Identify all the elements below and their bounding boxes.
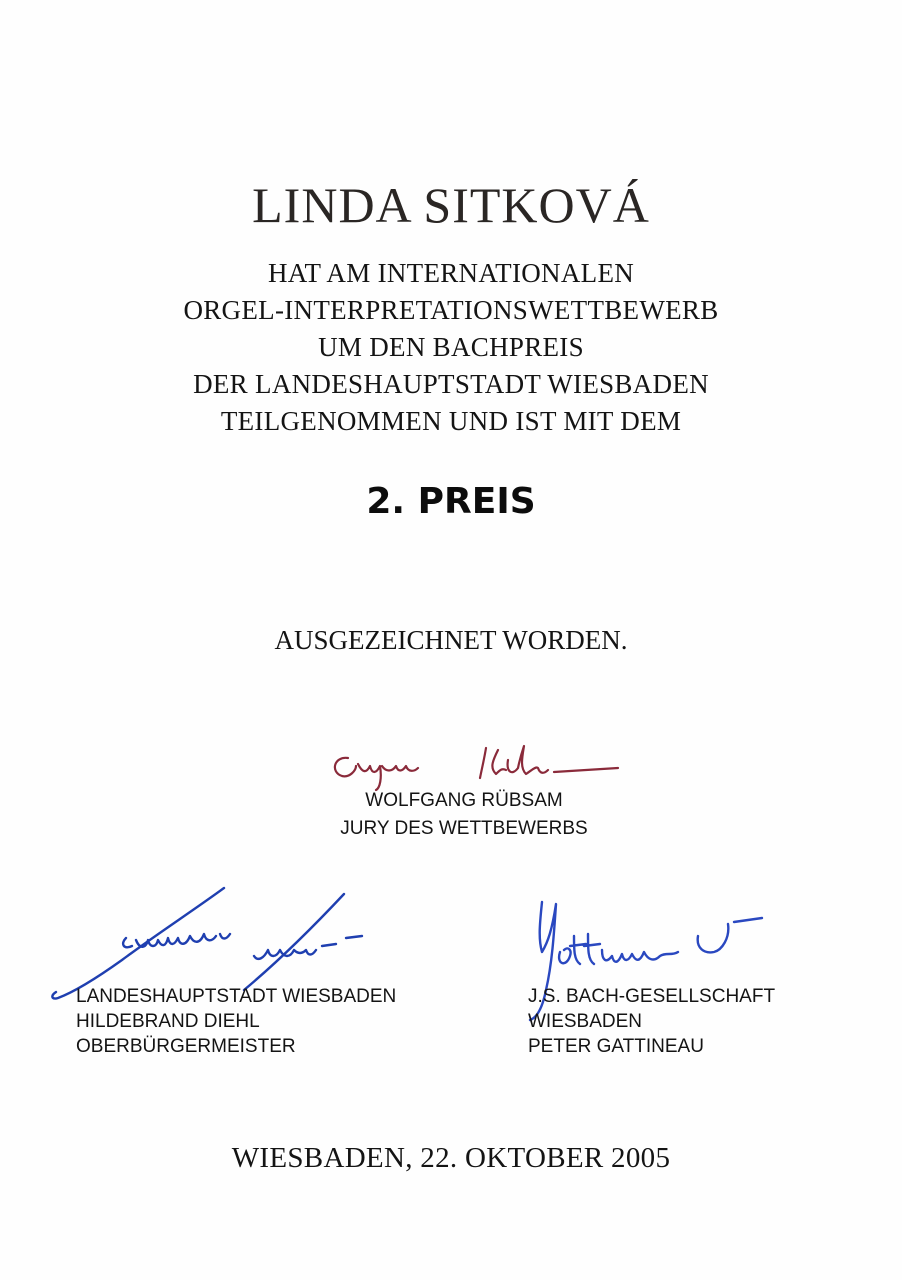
bach-society-line-3: PETER GATTINEAU (528, 1036, 704, 1057)
body-line: DER LANDESHAUPTSTADT WIESBADEN (193, 369, 709, 399)
mayor-line-2: HILDEBRAND DIEHL (76, 1011, 260, 1032)
awarded-line: AUSGEZEICHNET WORDEN. (274, 625, 628, 655)
jury-signature (322, 738, 622, 794)
body-line: TEILGENOMMEN UND IST MIT DEM (220, 406, 682, 436)
body-line: HAT AM INTERNATIONALEN (267, 258, 635, 288)
jury-name: WOLFGANG RÜBSAM (365, 790, 563, 811)
prize-title: 2. PREIS (366, 481, 536, 522)
bach-society-signatory (528, 984, 775, 1059)
body-line: UM DEN BACHPREIS (318, 332, 584, 362)
jury-signatory (304, 787, 624, 843)
body-line: ORGEL-INTERPRETATIONSWETTBEWERB (183, 295, 719, 325)
jury-role: JURY DES WETTBEWERBS (340, 818, 588, 839)
mayor-line-1: LANDESHAUPTSTADT WIESBADEN (76, 986, 397, 1007)
recipient-name: LINDA SITKOVÁ (252, 177, 650, 233)
mayor-signatory (76, 984, 396, 1059)
bach-society-line-2: WIESBADEN (528, 1011, 643, 1032)
date-line: WIESBADEN, 22. OKTOBER 2005 (231, 1142, 671, 1174)
mayor-line-3: OBERBÜRGERMEISTER (76, 1036, 296, 1057)
bach-society-line-1: J.S. BACH-GESELLSCHAFT (528, 986, 776, 1007)
certificate-body (0, 255, 902, 440)
